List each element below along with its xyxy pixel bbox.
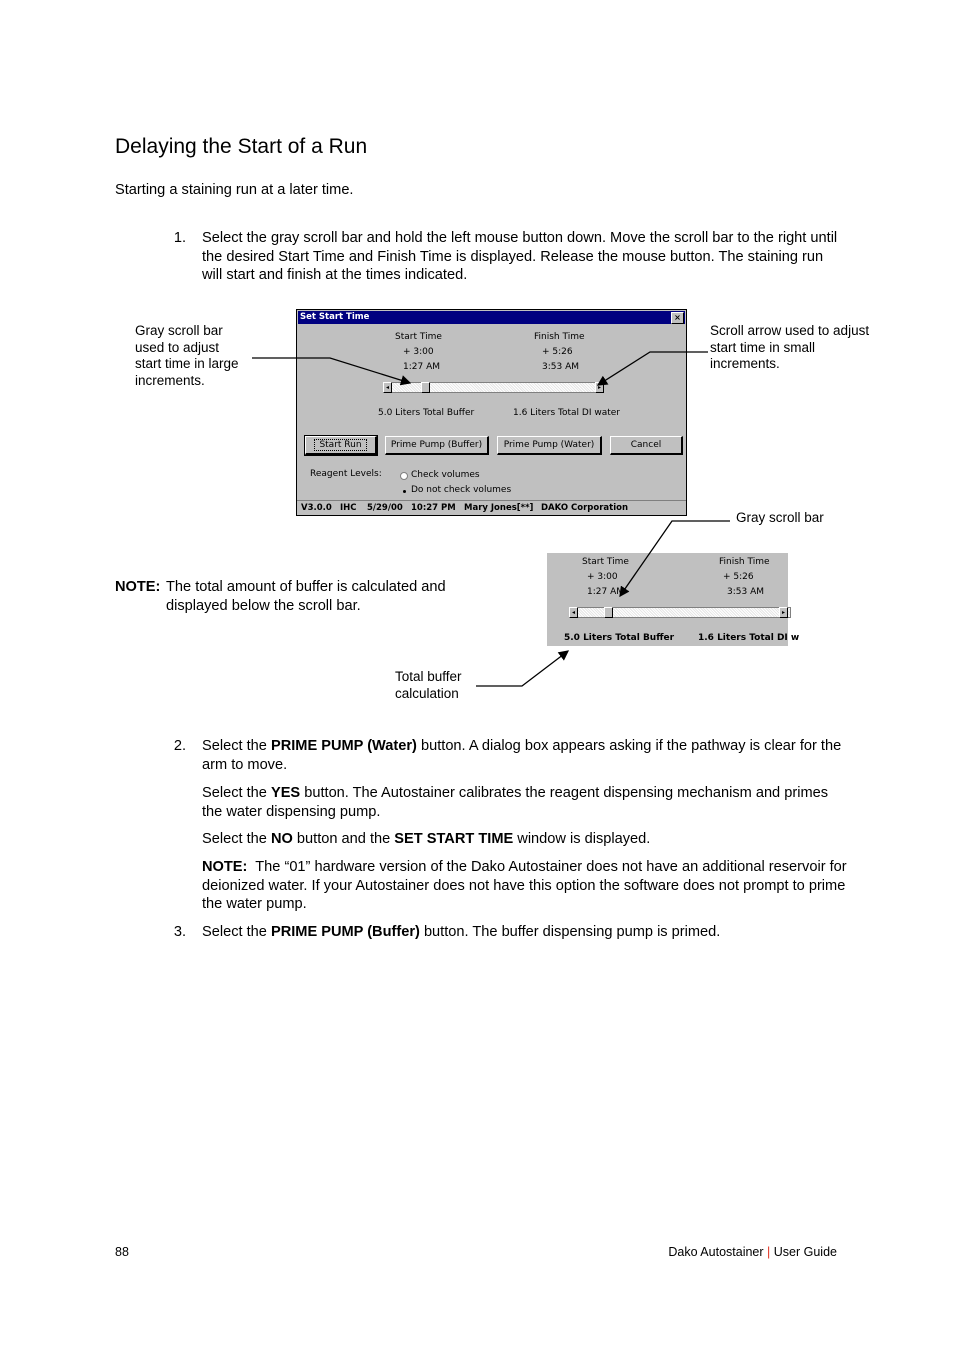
crop-buffer-total: 5.0 Liters Total Buffer <box>564 633 675 643</box>
status-version: V3.0.0 <box>301 503 332 513</box>
status-time: 10:27 PM <box>411 503 456 513</box>
step-number: 1. <box>173 230 186 246</box>
buffer-total: 5.0 Liters Total Buffer <box>378 408 475 418</box>
page-title: Delaying the Start of a Run <box>115 135 368 158</box>
step-text: Select the gray scroll bar and hold the left mouse button down. Move the scroll bar to the right until the desired Start Time and Finish Time is displayed. Release the mouse button. The staining run will start and finish at the times indicated. <box>202 230 838 284</box>
start-clock: 1:27 AM <box>403 362 440 372</box>
step-text: Select the PRIME PUMP (Water) button. A dialog box appears asking if the pathway is clear for the arm to move. <box>202 738 842 773</box>
start-time-label: Start Time <box>395 332 442 342</box>
status-company: DAKO Corporation <box>541 503 629 513</box>
step-number: 3. <box>173 924 186 940</box>
status-mode: IHC <box>340 503 357 513</box>
crop-start-time-label: Start Time <box>582 557 629 567</box>
step-text: Select the YES button. The Autostainer calibrates the reagent dispensing mechanism and primes the water dispensing pump. <box>202 785 829 820</box>
scroll-right-arrow-icon[interactable]: ▸ <box>595 382 604 393</box>
crop-scroll-left-arrow-icon: ◂ <box>569 607 578 618</box>
crop-scroll-right-arrow-icon: ▸ <box>779 607 788 618</box>
crop-start-offset: + 3:00 <box>587 572 618 582</box>
callout-gray-scroll-bar-2: Gray scroll bar <box>736 510 824 525</box>
cancel-button[interactable]: Cancel <box>610 436 683 455</box>
leader-gray-scroll-2 <box>620 521 730 596</box>
close-icon[interactable]: × <box>671 312 684 324</box>
scroll-left-arrow-icon[interactable]: ◂ <box>383 382 392 393</box>
crop-finish-clock: 3:53 AM <box>727 587 764 597</box>
crop-finish-offset: + 5:26 <box>723 572 754 582</box>
step-number: 2. <box>173 738 186 754</box>
status-date: 5/29/00 <box>367 503 403 513</box>
water-total: 1.6 Liters Total DI water <box>513 408 620 418</box>
start-run-button[interactable]: Start Run <box>305 436 377 455</box>
step-text: Select the PRIME PUMP (Buffer) button. The buffer dispensing pump is primed. <box>202 924 721 940</box>
prime-pump-water-button[interactable]: Prime Pump (Water) <box>497 436 602 455</box>
crop-start-clock: 1:27 AM <box>587 587 624 597</box>
footer-title: Dako Autostainer | User Guide <box>668 1245 837 1259</box>
crop-water-total: 1.6 Liters Total DI w <box>698 633 800 643</box>
start-offset: + 3:00 <box>403 347 434 357</box>
callout-total-buffer: Total buffer calculation <box>395 669 462 701</box>
option-check-volumes: Check volumes <box>411 470 480 480</box>
page-number: 88 <box>115 1245 129 1259</box>
finish-time-label: Finish Time <box>534 332 585 342</box>
callout-gray-scroll-bar: Gray scroll bar used to adjust start time in large increments. <box>135 323 239 388</box>
note-text: The total amount of buffer is calculated and displayed below the scroll bar. <box>166 579 446 614</box>
leader-total-buffer <box>476 651 568 686</box>
reagent-levels-label: Reagent Levels: <box>310 469 382 479</box>
step-note: NOTE: The “01” hardware version of the Dako Autostainer does not have an additional reservoir for deionized water. If your Autostainer does not have this option the software does not prompt to prime the water pump. <box>202 859 851 913</box>
finish-clock: 3:53 AM <box>542 362 579 372</box>
leader-gray-scroll <box>252 358 410 383</box>
option-do-not-check-volumes: Do not check volumes <box>411 485 512 495</box>
status-user: Mary Jones[**] <box>464 503 534 513</box>
prime-pump-buffer-button[interactable]: Prime Pump (Buffer) <box>385 436 489 455</box>
intro-text: Starting a staining run at a later time. <box>115 182 354 198</box>
crop-finish-time-label: Finish Time <box>719 557 770 567</box>
finish-offset: + 5:26 <box>542 347 573 357</box>
step-text: Select the NO button and the SET START TIME window is displayed. <box>202 831 651 847</box>
note-label: NOTE: <box>115 579 161 595</box>
dialog-titlebar: Set Start Time × <box>298 311 685 324</box>
callout-scroll-arrow: Scroll arrow used to adjust start time in small increments. <box>710 323 870 371</box>
leader-scroll-arrow <box>598 352 708 385</box>
